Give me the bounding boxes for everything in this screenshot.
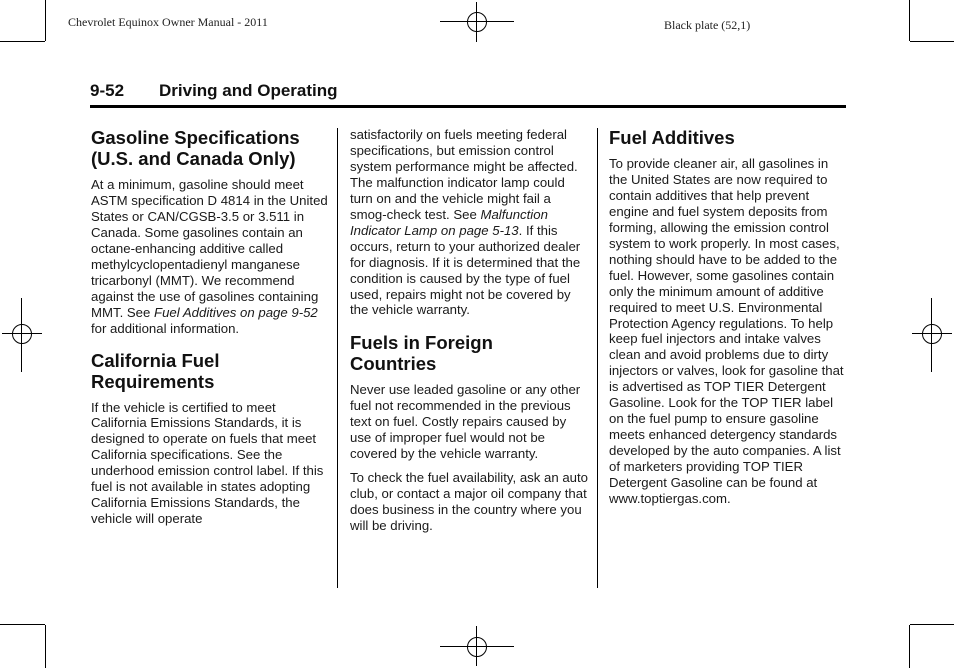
paragraph-fuel-additives: To provide cleaner air, all gasolines in the United States are now required to contain additives that help prevent engine and fuel system deposits from forming, allowing the emission control system to work properly. In most cases, nothing should have to be added to the fuel. However, some gasolines contain only the minimum amount of additive required to meet U.S. Environmental Protection Agency regulations. To help keep fuel injectors and intake valves clean and avoid problems due to dirty injectors or valves, look for gasoline that is advertised as TOP TIER Detergent Gasoline. Look for the TOP TIER label on the fuel pump to ensure gasoline meets enhanced detergency standards developed by the auto companies. A list of marketers providing TOP TIER Detergent Gasoline can be found at www.toptiergas.com.: [609, 156, 844, 507]
paragraph-california-fuel-continued: [350, 127, 590, 318]
manual-title: Chevrolet Equinox Owner Manual - 2011: [68, 15, 268, 29]
column-divider-2: [597, 128, 598, 588]
crop-mark-bottom-right-vertical: [909, 625, 910, 668]
running-head: [90, 81, 846, 108]
cross-reference-malfunction-lamp[interactable]: Malfunction Indicator Lamp on page 5-13: [350, 206, 548, 238]
paragraph-fuels-foreign-1: Never use leaded gasoline or any other fuel not recommended in the previous text on fuel. Costly repairs caused by use of improper fuel would not be covered by the vehicle warranty.: [350, 382, 581, 462]
registration-mark-top: [440, 2, 514, 42]
column-3: [609, 127, 849, 515]
heading-line: California Fuel: [91, 349, 220, 371]
paragraph-gasoline-specifications: [91, 177, 332, 337]
registration-mark-bottom: [440, 626, 514, 666]
paragraph-text: At a minimum, gasoline should meet ASTM specification D 4814 in the United States or CAN/CGSB-3.5 or 3.511 in Canada. Some gasolines contain an octane-enhancing additive called methylcyclopentadienyl manganese tricarbonyl (MMT). We recommend against the use of gasolines containing MMT. See: [91, 177, 328, 320]
section-title: Driving and Operating: [159, 81, 338, 100]
column-2: [350, 127, 590, 542]
column-divider-1: [337, 128, 338, 588]
paragraph-fuels-foreign-2: To check the fuel availability, ask an auto club, or contact a major oil company that does business in the country where you will be driving.: [350, 470, 588, 534]
heading-line: Fuels in Foreign: [350, 332, 493, 354]
crop-mark-top-left-vertical: [45, 0, 46, 41]
heading-gasoline-specifications: [91, 127, 332, 169]
page-number: 9-52: [90, 81, 125, 100]
paragraph-text: for additional information.: [91, 320, 240, 336]
registration-mark-right: [912, 298, 952, 372]
paragraph-california-fuel: If the vehicle is certified to meet California Emissions Standards, it is designed to operate on fuels that meet California specifications. See the underhood emission control label. If this fuel is not available in states adopting California Emissions Standards, the vehicle will operate: [91, 399, 324, 527]
crop-mark-top-right-horizontal: [910, 41, 954, 42]
registration-mark-left: [2, 298, 42, 372]
crop-mark-top-right-vertical: [909, 0, 910, 41]
heading-line: Requirements: [91, 370, 215, 392]
heading-line: Gasoline Specifications: [91, 127, 300, 148]
column-1: [91, 127, 332, 535]
cross-reference-fuel-additives[interactable]: Fuel Additives on page 9-52: [154, 304, 318, 320]
heading-california-fuel: [91, 350, 332, 392]
paragraph-text: . If this occurs, return to your authorized dealer for diagnosis. If it is determined that the condition is caused by the type of fuel used, repairs might not be covered by the vehicle warranty.: [350, 222, 581, 318]
crop-mark-top-left-horizontal: [0, 41, 45, 42]
heading-line: (U.S. and Canada Only): [91, 148, 296, 169]
heading-fuels-foreign-countries: [350, 332, 590, 374]
crop-mark-bottom-right-horizontal: [910, 624, 954, 625]
heading-line: Countries: [350, 353, 437, 375]
crop-mark-bottom-left-horizontal: [0, 624, 45, 625]
heading-fuel-additives: Fuel Additives: [609, 127, 735, 148]
plate-label: Black plate (52,1): [664, 18, 751, 32]
crop-mark-bottom-left-vertical: [45, 625, 46, 668]
paragraph-text: satisfactorily on fuels meeting federal specifications, but emission control system performance might be affected. The malfunction indicator lamp could turn on and the vehicle might fail a smog-check test. See: [350, 127, 578, 222]
